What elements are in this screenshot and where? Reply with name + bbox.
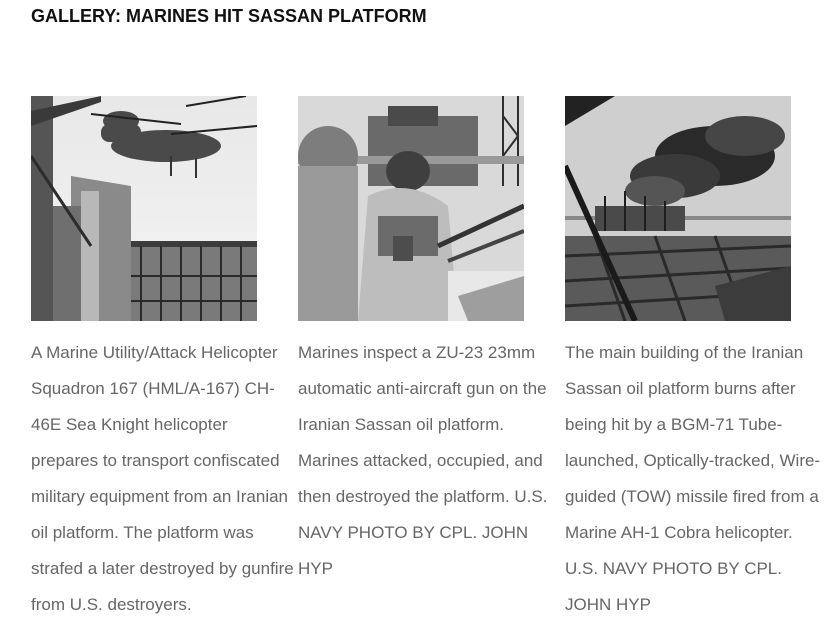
gallery-item xyxy=(298,96,562,587)
gallery-photo-burning-platform[interactable] xyxy=(565,96,791,321)
gallery-item xyxy=(31,96,295,623)
gallery-photo-helicopter[interactable] xyxy=(31,96,257,321)
gallery-item xyxy=(565,96,827,623)
gallery-caption: The main building of the Iranian Sassan oil platform burns after being hit by a BGM-71 Tube-launched, Optically-tracked, Wire-guided (TOW) missile fired from a Marine AH-1 Cobra helicopter. U.S. NAVY PHOTO BY CPL. JOHN HYP xyxy=(565,343,821,614)
gallery-caption: Marines inspect a ZU-23 23mm automatic anti-aircraft gun on the Iranian Sassan oil platform. Marines attacked, occupied, and then destroyed the platform. U.S. NAVY PHOTO BY CPL. JOHN HYP xyxy=(298,343,548,578)
gallery-photo-marines[interactable] xyxy=(298,96,524,321)
gallery-caption: A Marine Utility/Attack Helicopter Squadron 167 (HML/A-167) CH-46E Sea Knight helicopter prepares to transport confiscated military equipment from an Iranian oil platform. The platform was strafed a later destroyed by gunfire from U.S. destroyers. xyxy=(31,343,294,614)
gallery-title: GALLERY: MARINES HIT SASSAN PLATFORM xyxy=(31,6,427,26)
